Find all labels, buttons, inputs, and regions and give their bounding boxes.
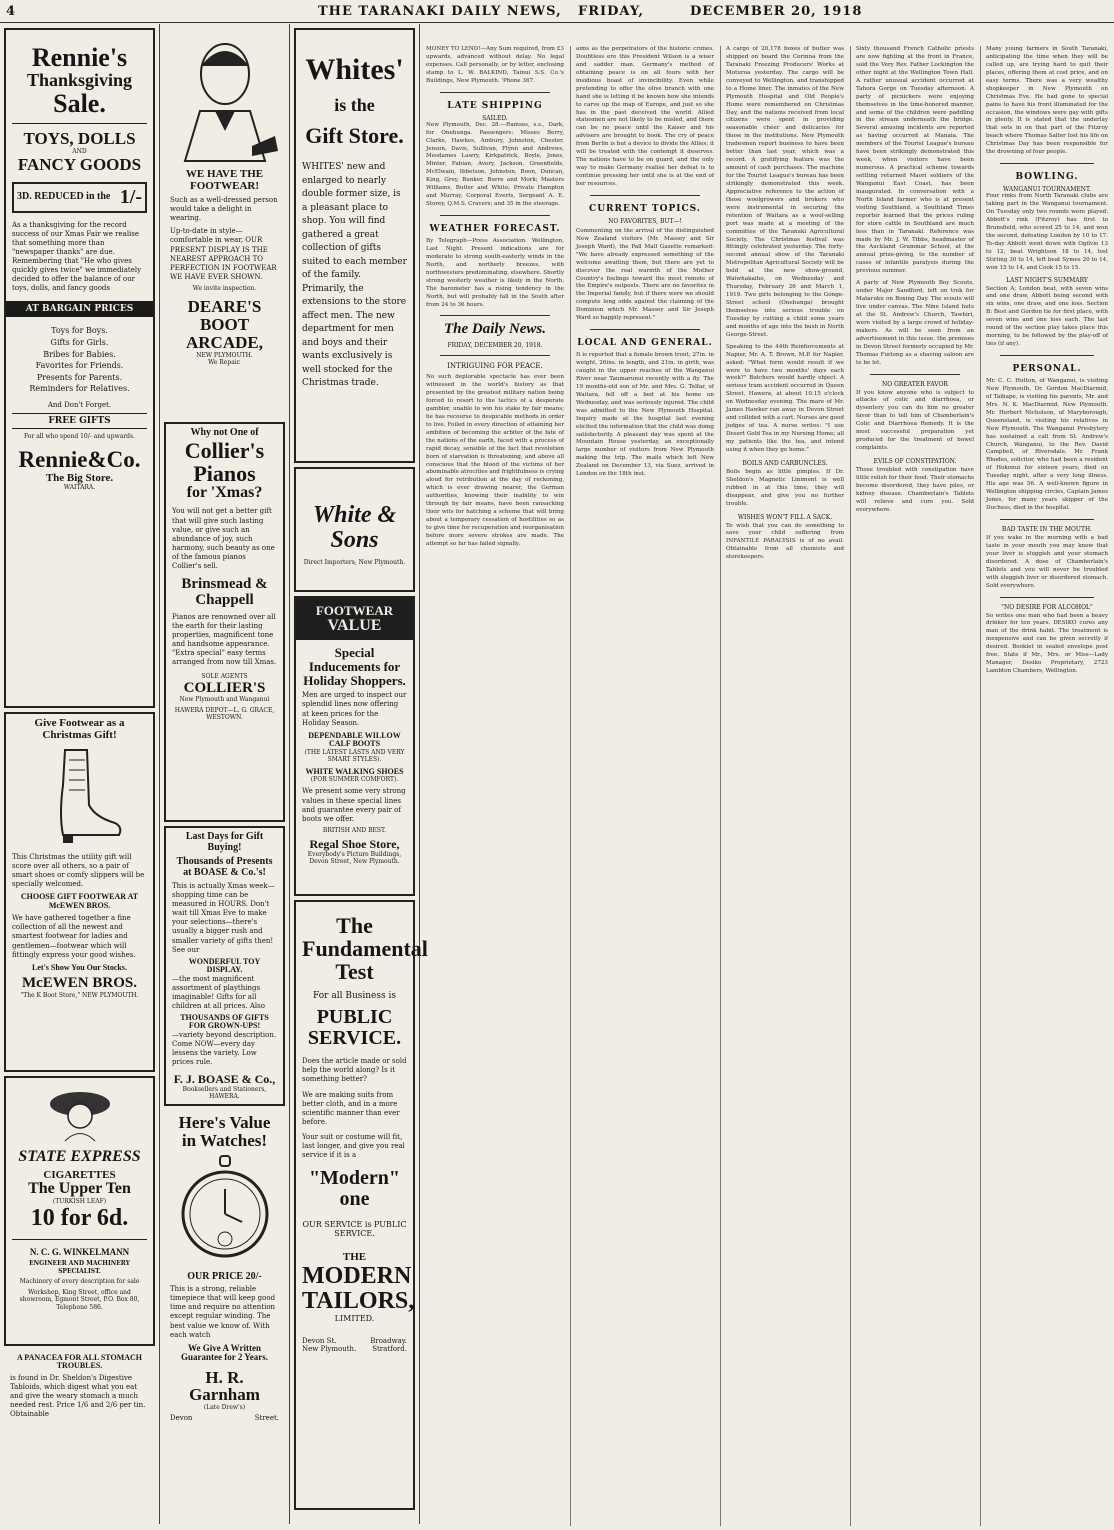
rennie-forget: And Don't Forget.: [47, 400, 112, 409]
modern-title1: The: [336, 913, 373, 938]
modern-tailors-ad: [294, 900, 428, 1510]
money-to-lend: MONEY TO LEND!—Any Sum required, from £3 upwards, advanced without delay. No legal expenses. Call personally, or by letter, enclosing stamp to L. W. BALKIND, Tainui S.S. Co.'s Buildings, New Plymouth. 'Phone 367.: [426, 46, 564, 84]
ad-column-2: [160, 24, 290, 1524]
column-rule: [570, 46, 571, 1526]
column9-body1: Many young farmers in South Taranaki, anticipating the time when they will be called up, are trying hard to quit their places, offering them at cost price, and on easy terms. There was a very wealthy shopkeeper in New Plymouth on Christmas Eve. He had gone to special pains to have his front illuminated for the occasion, the windows were gay with gifts in plenty. It is stated that the underlay that sets in on that part of the Fitzroy beach where Thomas Salter lost his life on Christmas Day has been responsible for the drowning of four people.: [986, 46, 1108, 156]
sailed-heading: SAILED.: [482, 114, 508, 122]
modern-town-left: New Plymouth.: [302, 1345, 357, 1354]
ad-column-3: [290, 24, 428, 1524]
modern-title2: Fundamental: [302, 936, 428, 962]
deare-ad: [164, 28, 285, 418]
regal-line1b: (THE LATEST LASTS AND VERY SMART STYLES).: [304, 748, 405, 764]
state-express-ad: [4, 1076, 155, 1346]
topic1-body: Commenting on the arrival of the distinguished New Zealand visitors (Mr. Massey and Sir Joseph Ward), the Pall Mall Gazette remarked: "We have already expressed something of the welcome awaiting them, but there are yet to discover the real warmth of the Mother Country's feelings toward the most remote of the Empire's outposts. There are no favorites in the Imperial family, but if there were we should compute long odds against the claiming of the Dominion which Mr. Massey and Sir Joseph Ward so happily represent.": [576, 227, 714, 322]
collier-body1: You will not get a better gift that will give such lasting value, or give such an abundance of joy, such harmony, such beauty as one of the famous pianos Collier's sell.: [172, 507, 275, 571]
topic1-heading: NO FAVORITES, BUT—!: [608, 217, 682, 225]
garnham-body: This is a strong, reliable timepiece that will keep good time and require no attention except regular winding. The best value we know of. With each watch: [170, 1285, 276, 1339]
rennie-list-item: Favorites for Friends.: [35, 361, 124, 371]
editorial-heading: INTRIGUING FOR PEACE.: [447, 362, 543, 371]
garnham-guarantee: We Give A Written Guarantee for 2 Years.: [181, 1342, 268, 1363]
modern-body1: Does the article made or sold help the world along? Is it something better?: [302, 1057, 407, 1084]
bowling-subheading: WANGANUI TOURNAMENT.: [1002, 186, 1092, 194]
column-rule: [850, 46, 851, 1526]
shipping-body: New Plymouth, Dec. 28.—Ramses, s.s., Dark, for Onehunga. Passengers: Misses Berry, Clarke, Hawkes, Ambury, Johnston, Chester, Jenson, Davis, Sullivan, Flynn and Andrews, Mesdames Lawry, Kirkpatrick, Boyle, Jones, Minter, Fabian, Avery, Jackson, Greenfields, McElwain, Ibbetson, Johnston, Boon, Duncan, King, Grey, Bunker, Burre and Mork; Masters Williams, Butler and White; Private Hampton and Murray, Corporal Everts, Sergeant A. E. Storey, Q.M.S. Cravers; and 35 in the steerage.: [426, 121, 564, 208]
mcewen-name: McEWEN BROS.: [21, 975, 137, 992]
regal-brit: BRITISH AND BEST.: [322, 826, 387, 834]
rennie-list-item: Bribes for Babies.: [43, 349, 116, 359]
collier-ad: [164, 422, 285, 822]
modern-modern: "Modern" one: [308, 1167, 401, 1211]
deare-body2: Up-to-date in style—comfortable in wear, OUR PRESENT DISPLAY IS THE NEAREST APPROACH TO PERFECTION IN FOOTWEAR WE HAVE EVER SHOWN.: [170, 227, 277, 281]
daily-news-title: The Daily News.: [443, 321, 547, 338]
mcewen-body1: This Christmas the utility gift will score over all others, so a pair of smart shoes or comfy slippers will be specially welcomed.: [12, 853, 145, 889]
news-column-3: [720, 46, 850, 1526]
local-general-heading: LOCAL AND GENERAL.: [577, 338, 713, 349]
mcewen-title: Give Footwear as a Christmas Gift!: [34, 717, 125, 741]
regal-title: Special Inducements for Holiday Shoppers.: [303, 645, 406, 688]
white-sons-sub: Direct Importers, New Plymouth.: [303, 559, 406, 567]
collier-company: COLLIER'S: [183, 679, 266, 696]
mcewen-body2: We have gathered together a fine collection of all the newest and smartest footwear for ladies and gentlemen—footwear which will fittingly express your good wishes.: [12, 914, 136, 959]
bowling-heading: BOWLING.: [1015, 172, 1079, 183]
rennie-price-left: 3D. REDUCED in the: [17, 190, 111, 202]
state-express-brand: STATE EXPRESS: [18, 1148, 141, 1165]
rennie-price-box: [12, 182, 147, 213]
paper-name: THE TARANAKI DAILY NEWS,: [318, 4, 562, 19]
modern-addr-right: Broadway.: [370, 1337, 407, 1346]
modern-the: THE: [342, 1251, 367, 1264]
modern-title3: Test: [335, 959, 374, 985]
white-sons-ad: [294, 467, 415, 592]
masthead-day: FRIDAY,: [578, 4, 644, 19]
collier-pianos: Pianos: [193, 460, 256, 486]
footwear-value-logo: [296, 598, 413, 640]
boase-body1: This is actually Xmas week—shopping time can be measured in HOURS. Don't wait till Xmas Eve to make your selections—there's usually a bigger rush and smaller variety of gifts then! See our: [172, 882, 275, 954]
greater-favor-heading: NO GREATER FAVOR: [882, 380, 948, 388]
regal-name: Regal Shoe Store,: [309, 837, 400, 852]
column8-body2: A party of New Plymouth Boy Scouts, under Major Sandford, left on trek for Mataruku on Boxing Day. The scouts will live under canvas. The Nine Island huts at the St. Andrew's Church, Tawhiri, were visited by a large crowd of holiday-makers. As will be seen from an advertisement in this issue, the premises in Devon Street formerly occupied by Mr. Thomas Furlong as a shaving saloon are to be let.: [856, 280, 974, 366]
garnham-place-right: Street.: [254, 1413, 279, 1422]
modern-service: PUBLIC SERVICE.: [307, 1006, 402, 1050]
mcewen-stocks: Let's Show You Our Stocks.: [32, 962, 127, 972]
boase-display: WONDERFUL TOY DISPLAY.: [188, 956, 261, 975]
modern-town-right: Stratford.: [372, 1345, 407, 1354]
garnham-name: H. R. Garnham: [189, 1367, 260, 1405]
personal-heading: PERSONAL.: [1012, 364, 1082, 374]
current-topics-heading: CURRENT TOPICS.: [589, 203, 701, 214]
panacea-ad: [4, 1350, 155, 1530]
deare-name1: DEARE'S: [187, 297, 262, 317]
state-express-product: CIGARETTES: [43, 1168, 116, 1181]
rennie-list: [12, 325, 147, 395]
editorial-continued: aims as the perpetrators of the historic crimes. Doubtless ere this President Wilson is a wiser and sadder man. Germany's method of obtaining peace is on all fours with her insidious boast of invincibility. Even while pretending to offer the olive branch with one hand she is letting it be known how she intends to carve up the map of Europe, and just so she has in the past deceived the world. Allied statesmen are not likely to be misled, and there can be no peace until the Kaiser and his advisers are brought to book. The cry of peace from Berlin is but a device to divide the Allies; it will be treated with the contempt it deserves. The nations have to be on guard, and the only way to make Germany realise her defeat is to continue pressing her until she is at the end of her resources.: [576, 46, 714, 187]
regal-line2b: (FOR SUMMER COMFORT).: [310, 775, 399, 783]
boase-sub: Thousands of Presents at BOASE & Co.'s!: [176, 856, 273, 878]
mcewen-choose: CHOOSE GIFT FOOTWEAR AT McEWEN BROS.: [20, 892, 139, 910]
collier-xmas: for 'Xmas?: [186, 483, 263, 501]
boase-name: F. J. BOASE & Co.,: [173, 1072, 276, 1087]
rennie-list-item: Toys for Boys.: [51, 326, 108, 336]
rennie-and: AND: [72, 148, 87, 156]
deare-invite: We invite inspection.: [192, 284, 257, 292]
modern-addresses: [302, 1337, 407, 1345]
bowling-body: Four rinks from North Taranaki clubs are taking part in the Wanganui tournament. On Tuesday only two rounds were played. Abbott's rink (Fitzroy) has first to Brunsfield, who scored 25 to 14, and won the second, defeating London by 10 to 17. To-day Abbott went down with Ogilvie 13 to 12, beat Wrightson 18 to 14, lost Stirling 30 to 14, left beat Symes 20 to 14, won 15 to 14, and Cook 15 to 15.: [986, 193, 1108, 271]
constipation-body: Those troubled with constipation have little relish for their food. Their stomachs become disordered, they have piles, or kidney disease. Chamberlain's Tablets will relieve and cure you. Sold everywhere.: [856, 467, 974, 513]
ad-column-1: [0, 24, 160, 1524]
weather-heading: WEATHER FORECAST.: [429, 224, 561, 234]
rennie-headline1: Thanksgiving: [26, 70, 133, 91]
winkelmann-body: Machinery of every description for sale: [19, 1278, 140, 1286]
rennie-toys: TOYS, DOLLS: [23, 129, 136, 149]
panacea-title: A PANACEA FOR ALL STOMACH TROUBLES.: [16, 1353, 143, 1371]
daily-news-date: FRIDAY, DECEMBER 20, 1918.: [447, 342, 543, 350]
boase-body3: —variety beyond description. Come NOW—every day lessens the variety. Low prices rule.: [172, 1030, 277, 1066]
mcewen-address: "The K Boot Store," NEW PLYMOUTH.: [20, 991, 139, 999]
regal-address: Everybody's Picture Buildings, Devon Street, New Plymouth.: [307, 850, 402, 866]
modern-body2: We are making suits from better cloth, and in a more scientific manner than ever before.: [302, 1090, 400, 1126]
boase-body2: —the most magnificent assortment of playthings imaginable! Gifts for all children at all prices. Also: [172, 974, 265, 1010]
regal-line1: DEPENDABLE WILLOW CALF BOOTS: [308, 730, 401, 749]
rennie-free: FREE GIFTS: [12, 413, 147, 429]
rennie-ad: [4, 28, 155, 708]
boils-body: Boils begin as little pimples. If Dr. Sheldon's Magnetic Liniment is well rubbed in at this time, they will disappear, and give you no further trouble.: [726, 468, 844, 507]
boase-town: HAWERA.: [209, 1093, 240, 1101]
rennie-body: As a thanksgiving for the record success of our Xmas Fair we realise that something more than "newspaper thanks" are due. Remembering that "He who gives quickly gives twice" we immediately decided to offer the balance of our toys, dolls, and fancy goods: [12, 220, 142, 293]
whites-line3: Gift Store.: [305, 123, 404, 149]
gentleman-portrait-illustration: [170, 36, 280, 161]
deare-body1: Such as a well-dressed person would take a delight in wearing.: [170, 196, 278, 223]
winkelmann-trade: ENGINEER AND MACHINERY SPECIALIST.: [29, 1260, 130, 1275]
summary-heading: LAST NIGHT'S SUMMARY: [1006, 276, 1088, 284]
news-column-2: [570, 46, 720, 1526]
news-column-4: [850, 46, 980, 1526]
rennie-headline2: Sale.: [53, 89, 106, 119]
collier-agents: SOLE AGENTS: [201, 673, 248, 681]
modern-sub: For all Business is: [313, 991, 396, 1002]
regal-line2: WHITE WALKING SHOES: [305, 766, 404, 776]
deare-title: WE HAVE THE FOOTWEAR!: [185, 168, 264, 192]
alcohol-heading: "NO DESIRE FOR ALCOHOL": [1001, 603, 1093, 611]
deare-name3: ARCADE,: [186, 333, 263, 353]
masthead: [0, 0, 1114, 23]
rennie-price-right: 1/-: [119, 185, 142, 208]
whites-ad: [294, 28, 415, 463]
rennie-town: WAITARA.: [63, 484, 96, 492]
rennie-list-item: Presents for Parents.: [36, 372, 123, 382]
whites-brand: Whites': [305, 53, 404, 86]
regal-logo2: VALUE: [327, 616, 382, 634]
collier-name: Collier's: [184, 437, 265, 463]
local-general-body: It is reported that a female brown trout, 27in. in weight, 26ins. in length, and 21in. in girth, was caught in the upper reaches of the Wanganui River near Taumarunui recently with a fly. The 19 months-old son of Mr. and Mrs. G. Telfar, of Waitara, fell off a bed at his home on Wednesday, and was seriously injured. The child was admitted to the New Plymouth Hospital. Inquiry made at the hospital last evening elicited the information that the child was doing satisfactorily. A pleasant day was spent at the Mountain House yesterday, an exceptionally large number of visitors from New Plymouth making the trip. The mails which left New Zealand on December 13, via Suez, arrived in London on the 18th inst.: [576, 352, 714, 478]
white-sons-brand: White & Sons: [312, 502, 397, 554]
deare-town: NEW PLYMOUTH.: [196, 351, 253, 359]
collier-towns: New Plymouth and Wanganui: [179, 696, 270, 704]
deare-name2: BOOT: [199, 315, 250, 335]
personal-body: Mr. C. C. Hutton, of Wanganui, is visiting New Plymouth. Dr. Gordon MacDiarmid, of Taihape, is visiting his parents, Mr. and Mrs. N. K. MacDiarmid, New Plymouth. Mr. Herbert Nicholson, of Maryborough, Queensland, is visiting his relatives in New Plymouth. The Wanganui Presbytery has sustained a call from St. Andrew's Church, Wanganui, to the Rev. David Campbell, of Riversdale. Mr. Frank Rhodes, solicitor, who had been a resident of Hokonui for sixteen years, died on Tuesday night, after a very long illness. His age was 56. A well-known figure in Wellington shipping circles, Captain James Jones, for many years skipper of the Duchess, died in the hospital.: [986, 378, 1108, 511]
garnham-sub: (Late Drew's): [203, 1404, 246, 1412]
column8-body1: Sixty thousand French Catholic priests are now fighting at the front in France, said the Very Rev. Father Lockington the other night at the Wellington Town Hall. A rather unusual accident occurred at Tahora Gorge on Tuesday afternoon. A party of picnickers were enjoying themselves in the time-honored manner, and some of the children were paddling in the stream underneath the bridge. Several amusing incidents are reported as having occurred at Manaia. The members of the Tourist League's bureau have been strikingly demonstrated this week, when visitors have been numerous. A practical scheme towards settling returned Maori soldiers of the Wanganui East Coast, has been inaugurated. In conversation with a North Island farmer who is at present visiting Southland, a Southland Times reporter learned that the prices ruling for store cattle in Southland are much less than in Taranaki. Reference was made by Mr. J. W. Tibbs, headmaster of the Auckland Grammar School, at the annual prize-giving, to the number of cases of infantile paralysis during the previous summer.: [856, 46, 974, 275]
summary-body: Section A: London beat, with seven wins and one draw, Abbott being second with six wins, one draw, and one loss. Section B: Best and Gordon tie for first place, with seven wins and one loss each. The last round of the section play takes place this morning, to be followed by the play-off of ties (if any).: [986, 285, 1108, 348]
boils-heading: BOILS AND CARBUNCLES.: [742, 459, 828, 467]
column7-body1: A cargo of 20,178 boxes of butter was shipped on board the Corinna from the Taranaki Freezing Producers' Works at Moturoa yesterday. The cargo will be conveyed to Wellington, and transhipped to a Home liner. The inmates of the New Plymouth Hospital and Old People's Home were remembered on Christmas Day, and the nations received from local citizens were spent in providing seasonable cheer and delicacies for those in the institutions. New Plymouth tradesmen report business to have been better than last year, which was a record. A gratifying feature was the amount of cash purchases. The machine for the Tourist League's bureau has been strikingly demonstrated this week. Appreciative reference to the action of those woolgrowers and brokers who were instrumental in securing the retention of Waitara as a wool-selling port was made at a meeting of the committee of the Taranaki Agricultural Society. The Christmas festival was fittingly celebrated yesterday. The forty-second annual show of the Taranaki Metropolitan Agricultural Society will be held at the new show-ground, Waiwhakaiho, on Wednesday and Thursday, February 26 and March 1, 1919. Two girls belonging to the Gonge-Street school (Onehunga) brought themselves into serious trouble on Tuesday by cutting a child some years and months of age into the bush in North George-Street.: [726, 46, 844, 338]
news-column-5: [980, 46, 1114, 1526]
rennie-bargain: AT BARGAIN PRICES: [6, 301, 153, 317]
collier-q1: Why not One of: [190, 427, 259, 438]
pocket-watch-illustration: [180, 1154, 270, 1264]
whites-body: WHITES' new and enlarged to nearly double former size, is a pleasant place to shop. You will find gathered a great collection of gifts suited to each member of the family. Primarily, the extensions to the store affect men. The new department for men and boys and their wants exclusively is well stocked for the Christmas trade.: [302, 162, 407, 389]
collier-brand: Brinsmead & Chappell: [181, 576, 268, 608]
alcohol-body: So writes one man who had been a heavy drinker for ten years. DESIKO cures any man of the drink habit. The treatment is inexpensive and can be given secretly if desired. Booklet in sealed envelope post free. State if Mr., Mrs. or Miss—Lady Manager, Desiko Proprietary, 2723 Lambton Chambers, Wellington.: [986, 612, 1108, 675]
column-rule: [720, 46, 721, 1526]
rennie-brand: Rennie's: [31, 43, 128, 72]
rennie-company: Rennie&Co.: [18, 447, 141, 473]
greater-favor-body: If you know anyone who is subject to attacks of colic and diarrhoea, or dysentery you can do him no greater favor than to tell him of Chamberlain's Colic and Diarrhoea Remedy. It is the most successful preparation yet produced for the treatment of bowel complaints.: [856, 389, 974, 452]
winkelmann-address: Workshop, King Street, office and showroom, Egmont Street, P.O. Box 80, Telephone 586.: [19, 1288, 140, 1311]
weather-body: By Telegraph—Press Association. Wellington, Last Night. Present indications are for moderate to strong south-easterly winds in the North, and northerly breezes, with northwesters predominating, elsewhere. Shortly strong westerly weather is likely in the North. The barometer has a rising tendency in the North, but will probably fall in the South after from 24 to 36 hours.: [426, 238, 564, 308]
sack-heading: WISHES WON'T FILL A SACK.: [737, 513, 833, 521]
news-column-1: [420, 46, 570, 1526]
rennie-store: The Big Store.: [45, 471, 114, 484]
column-rule: [980, 46, 981, 1526]
modern-towns: [302, 1345, 407, 1353]
mcewen-ad: [4, 712, 155, 1072]
state-express-price: 10 for 6d.: [30, 1204, 129, 1231]
panacea-body: is found in Dr. Sheldon's Digestive Tabloids, which digest what you eat and give the weary stomach a much needed rest. Price 1/6 and 2/6 per tin. Obtainable: [10, 1373, 146, 1419]
collier-body2: Pianos are renowned over all the earth for their lasting properties, magnificent tone and handsome appearance. "Extra special" easy terms arranged from now till Xmas.: [172, 612, 277, 667]
regal-logo1: FOOTWEAR: [315, 603, 394, 618]
winkelmann-name: N. C. G. WINKELMANN: [29, 1246, 130, 1257]
modern-addr-left: Devon St.: [302, 1337, 337, 1346]
bad-taste-heading: BAD TASTE IN THE MOUTH.: [1001, 525, 1093, 533]
late-shipping-heading: LATE SHIPPING: [447, 100, 543, 111]
rennie-free-sub: For all who spend 10/- and upwards.: [23, 432, 136, 440]
rennie-list-item: Gifts for Girls.: [50, 338, 109, 348]
constipation-heading: EVILS OF CONSTIPATION.: [873, 458, 957, 465]
garnham-address: [170, 1414, 279, 1422]
garnham-ad: [164, 1110, 285, 1520]
modern-ltd: LIMITED.: [334, 1314, 375, 1324]
regal-body2: We present some very strong values in these special lines and guarantee every pair of boots we offer.: [302, 787, 406, 823]
lady-portrait-illustration: [45, 1086, 115, 1141]
masthead-date: DECEMBER 20, 1918: [690, 4, 863, 19]
boase-thousands: THOUSANDS OF GIFTS FOR GROWN-UPS!: [180, 1012, 269, 1031]
modern-our: OUR SERVICE is PUBLIC SERVICE.: [302, 1220, 407, 1239]
boase-ad: [164, 826, 285, 1106]
boase-trade: Booksellers and Stationers,: [182, 1085, 267, 1093]
boot-illustration: [35, 745, 125, 845]
rennie-fancy: FANCY GOODS: [17, 154, 142, 174]
garnham-price: OUR PRICE 20/-: [187, 1270, 262, 1282]
garnham-title: Here's Value in Watches!: [178, 1113, 271, 1150]
collier-depot: HAWERA DEPOT—L. G. GRACE, WESTOWN.: [174, 706, 275, 722]
sack-body: To wish that you can do something to save your child suffering from INFANTILE PARALYSIS is of no avail. Obtainable from all chemists and storekeepers.: [726, 522, 844, 561]
whites-line2: is the: [334, 94, 375, 115]
modern-name: MODERN TAILORS,: [302, 1262, 415, 1314]
deare-repair: We Repair.: [208, 359, 241, 367]
regal-body: Men are urged to inspect our splendid lines now offering at keen prices for the Holiday Season.: [302, 691, 407, 727]
modern-body3: Your suit or costume will fit, last longer, and give you real service if it is a: [302, 1132, 405, 1160]
rennie-list-item: Reminders for Relatives.: [29, 384, 130, 394]
page-number: 4: [6, 4, 17, 19]
garnham-place-left: Devon: [170, 1413, 193, 1422]
editorial-body: No such deplorable spectacle has ever been witnessed in the world's history as that presented by the greatest military nation being forced to resort to the tactics of a desperate gambler, unable to win his stake by fair means; he has recourse to despicable methods in order to live. Foiled in every direction of attaining her ambition of becoming the arbiter of the fate of the nations of the earth, faced with a process of rapid decay, sensible of the fact that revolution born of starvation is threatening, and above all conscious that the blood of the victims of her abominable atrocities and frightfulness is crying aloud for retribution at the day of reckoning, which is ever drawing nearer, the German authorities, knowing their inability to win through by fair means, have been ransacking their wits for hatching a scheme that will bring about a temporary cessation of hostilities so as to give time for recuperation and reorganisation before more severe strokes are made. The attempt so far has failed signally.: [426, 374, 564, 547]
bad-taste-body: If you wake in the morning with a bad taste in your mouth you may know that your liver is sluggish and your stomach disordered. A dose of Chamberlain's Tablets and you will never be troubled with sluggish liver or disordered stomach. Sold everywhere.: [986, 534, 1108, 589]
state-express-variety: The Upper Ten: [28, 1180, 131, 1198]
column7-body2: Speaking to the 44th Reinforcements at Napier, Mr. A. T. Brown, M.P. for Napier, asked: "What form would result if we were to have two months' days each week?" Butchers would hardly object. A serious tram accident occurred in Queen Street, Hawera, at about 10.15 o'clock on Wednesday evening. The mare of Mr. James Hawker ran away in Devon Street and collided with a cart. Nurses are good judges of tea. A nurse writes: "I use Desert Gold Tea in my Nursing Home; all my patients like the tea, and intend using it when they go home.": [726, 343, 844, 453]
boase-title: Last Days for Gift Buying!: [185, 831, 264, 853]
state-express-tobacco: (TURKISH LEAF): [52, 1198, 107, 1206]
regal-ad: [294, 596, 415, 896]
